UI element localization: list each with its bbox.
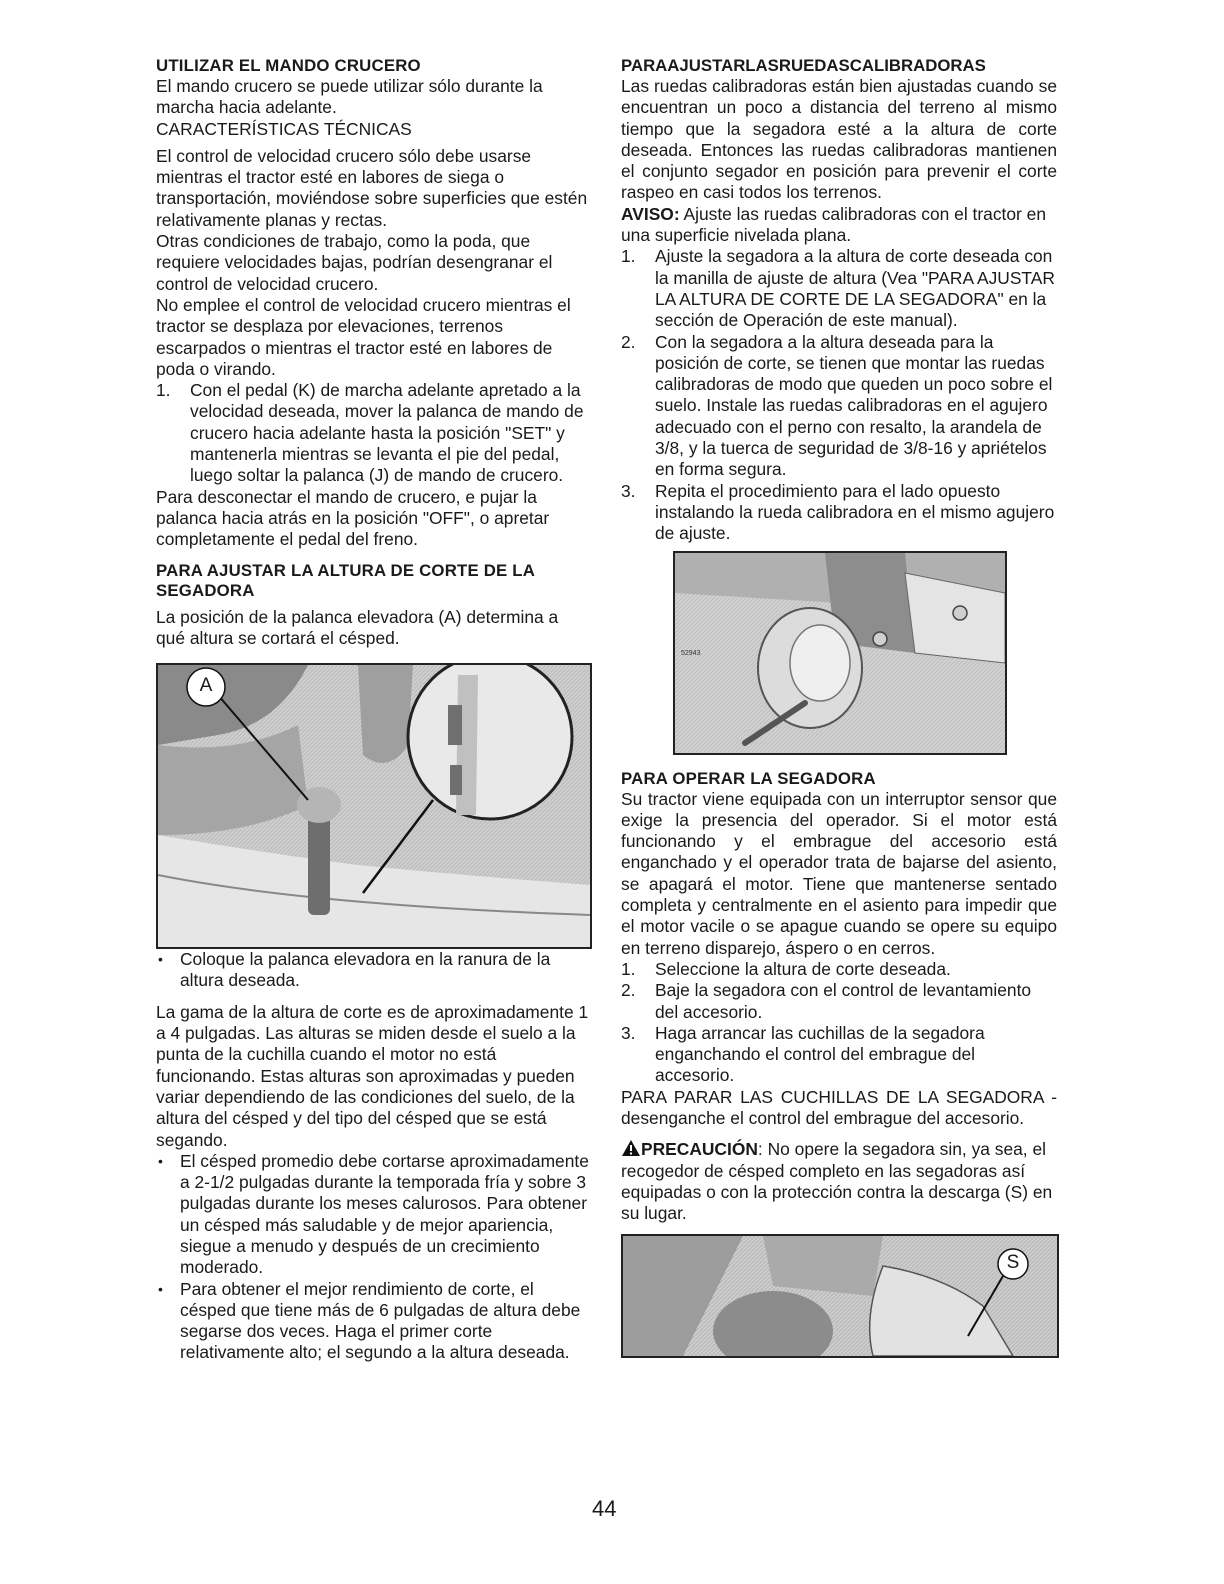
- list-item: [621, 246, 1057, 331]
- paragraph: Su tractor viene equipada con un interruptor sensor que exige la presencia del operador. Si el motor está funcionando y el embrague del accesorio está enganchado y el operador trata de bajarse del asiento, se apagará el motor. Tiene que mantenerse sentado completa y centralmente en el asiento para impedir que el motor vacile o se apague cuando se opere su equipo en terreno disparejo, áspero o en cerros.: [621, 788, 1057, 958]
- figure-lift-lever: [156, 663, 592, 949]
- caution-text: : No opere la segadora sin, ya sea, el recogedor de césped completo en las segadoras así equipadas o con la protección contra la descarga (S) en su lugar.: [621, 1139, 1053, 1224]
- step-text: Repita el procedimiento para el lado opuesto instalando la rueda calibradora en el mismo agujero de ajuste.: [655, 480, 1055, 544]
- list-item: [621, 959, 1057, 980]
- paragraph: No emplee el control de velocidad crucero mientras el tractor se desplaza por elevaciones, terrenos escarpados o mientras el tractor esté en labores de poda o virando.: [156, 294, 571, 379]
- steps-list: [621, 246, 1057, 544]
- paragraph: Las ruedas calibradoras están bien ajustadas cuando se encuentran un poco a distancia del terreno al mismo tiempo que la segadora esté a la altura de corte deseada. Entonces las ruedas calibradoras mantienen el conjunto segador en posición para prevenir el corte raspeo en casi todos los terrenos.: [621, 76, 1057, 203]
- step-number: 3.: [621, 480, 636, 501]
- subheading-specs: CARACTERÍSTICAS TÉCNICAS: [156, 118, 412, 139]
- paragraph: La gama de la altura de corte es de aproximadamente 1 a 4 pulgadas. Las alturas se miden desde el suelo a la punta de la cuchilla cuando el motor no está funcionando. Estas alturas son aproximadas y pueden variar dependiendo de las condiciones del suelo, de la altura del césped y del tipo del césped que se está segando.: [156, 1001, 589, 1150]
- paragraph: La posición de la palanca elevadora (A) determina a qué altura se cortará el césped.: [156, 606, 559, 648]
- left-column: [156, 56, 590, 1364]
- list-item: [621, 332, 1057, 481]
- step-number: 2.: [621, 331, 636, 352]
- list-item: • Para obtener el mejor rendimiento de corte, el césped que tiene más de 6 pulgadas de altura debe segarse dos veces. Haga el primer corte relativamente alto; el segundo a la altura deseada.: [156, 1279, 590, 1364]
- figure-gauge-wheel: [673, 551, 1007, 755]
- page-number: 44: [592, 1496, 617, 1521]
- caution-paragraph: [621, 1139, 1057, 1224]
- right-column: [621, 56, 1057, 1358]
- notice-text: Ajuste las ruedas calibradoras con el tractor en una superficie nivelada plana.: [621, 203, 1046, 246]
- step-number: 1.: [156, 380, 171, 401]
- steps-list: [156, 380, 590, 486]
- step-number: 1.: [621, 246, 636, 267]
- lift-lever-illustration: [158, 665, 590, 947]
- paragraph: Otras condiciones de trabajo, como la poda, que requiere velocidades bajas, podrían desengranar el control de velocidad crucero.: [156, 231, 553, 294]
- callout-label-s: S: [1006, 1252, 1020, 1274]
- list-item: [156, 380, 590, 486]
- figure-code: 52943: [681, 649, 701, 657]
- caution-label: PRECAUCIÓN: [641, 1139, 758, 1160]
- notice-paragraph: [621, 204, 1057, 247]
- gauge-wheel-illustration: [675, 553, 1005, 753]
- paragraph: Para desconectar el mando de crucero, e pujar la palanca hacia atrás en la posición "OFF", o apretar completamente el pedal del freno.: [156, 486, 550, 550]
- step-text: Baje la segadora con el control de levantamiento del accesorio.: [655, 980, 1032, 1022]
- figure-discharge-guard: [621, 1234, 1059, 1358]
- step-number: 2.: [621, 980, 636, 1001]
- paragraph: El mando crucero se puede utilizar sólo durante la marcha hacia adelante.: [156, 76, 543, 118]
- step-number: 3.: [621, 1022, 636, 1043]
- list-item: [621, 980, 1057, 1023]
- list-item: [621, 481, 1057, 545]
- discharge-guard-illustration: [623, 1236, 1057, 1356]
- bullet-list: [156, 949, 590, 992]
- list-item: • Coloque la palanca elevadora en la ranura de la altura deseada.: [156, 949, 590, 992]
- bullet-list: [156, 1151, 590, 1364]
- warning-triangle-icon: [621, 1139, 641, 1157]
- heading-gauge-wheels: PARAAJUSTARLASRUEDASCALIBRADORAS: [621, 56, 986, 75]
- step-number: 1.: [621, 958, 636, 979]
- callout-label-a: A: [199, 675, 213, 697]
- list-item: [621, 1023, 1057, 1087]
- step-text: Ajuste la segadora a la altura de corte deseada con la manilla de ajuste de altura (Vea "PARA AJUSTAR LA ALTURA DE CORTE DE LA SEGADORA" en la sección de Operación de este manual).: [655, 246, 1055, 331]
- step-text: Con la segadora a la altura deseada para la posición de corte, se tienen que montar las ruedas calibradoras de modo que queden un poco sobre el suelo. Instale las ruedas calibradoras en el agujero adecuado con el perno con resalto, la arandela de 3/8, y la tuerca de seguridad de 3/8-16 y apriételos en forma segura.: [655, 331, 1053, 480]
- heading-operate-mower: PARA OPERAR LA SEGADORA: [621, 768, 876, 788]
- heading-cut-height: PARA AJUSTAR LA ALTURA DE CORTE DE LA SEGADORA: [156, 560, 535, 600]
- paragraph: PARA PARAR LAS CUCHILLAS DE LA SEGADORA - desenganche el control del embrague del accesorio.: [621, 1086, 1057, 1128]
- paragraph: El control de velocidad crucero sólo debe usarse mientras el tractor esté en labores de siega o transportación, moviéndose sobre superficies que estén relativamente planas y rectas.: [156, 145, 588, 230]
- list-item: • El césped promedio debe cortarse aproximadamente a 2-1/2 pulgadas durante la temporada fría y sobre 3 pulgadas durante los meses calurosos. Para obtener un césped más saludable y de mejor apariencia, siegue a menudo y después de un crecimiento moderado.: [156, 1151, 590, 1279]
- step-text: Haga arrancar las cuchillas de la segadora enganchando el control del embrague del accesorio.: [655, 1022, 985, 1086]
- steps-list: [621, 959, 1057, 1087]
- heading-cruise-control: UTILIZAR EL MANDO CRUCERO: [156, 56, 421, 75]
- step-text: Con el pedal (K) de marcha adelante apretado a la velocidad deseada, mover la palanca de mando de crucero hacia adelante hasta la posición "SET" y mantenerla mientras se levanta el pie del pedal, luego soltar la palanca (J) de mando de crucero.: [190, 380, 584, 486]
- notice-label: AVISO:: [621, 203, 680, 224]
- step-text: Seleccione la altura de corte deseada.: [655, 958, 951, 979]
